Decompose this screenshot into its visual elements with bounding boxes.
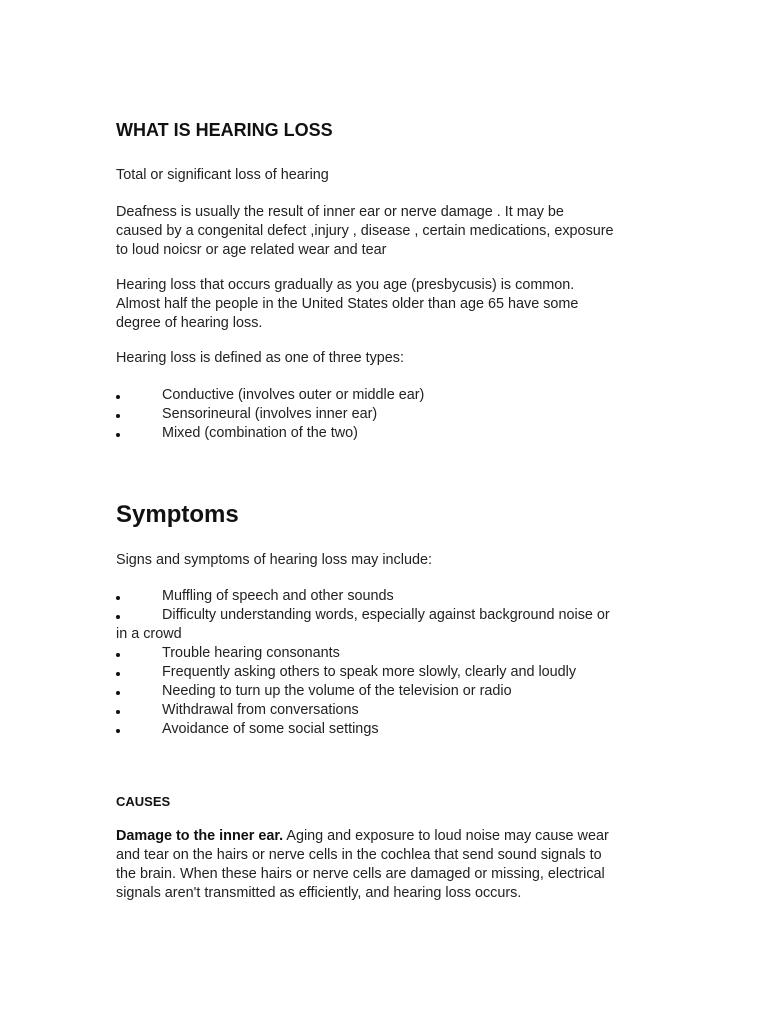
- paragraph-line: and tear on the hairs or nerve cells in the cochlea that send sound signals to: [116, 847, 602, 863]
- paragraph-line: signals aren't transmitted as efficiently, and hearing loss occurs.: [116, 885, 522, 901]
- list-item-text: Mixed (combination of the two): [162, 425, 358, 441]
- paragraph-line: the brain. When these hairs or nerve cells are damaged or missing, electrical: [116, 866, 605, 882]
- list-item-text: Avoidance of some social settings: [162, 721, 379, 737]
- definition-text: Total or significant loss of hearing: [116, 167, 329, 183]
- list-item-text: Difficulty understanding words, especially against background noise or: [162, 607, 610, 623]
- list-item-text: Withdrawal from conversations: [162, 702, 359, 718]
- list-item-text: Sensorineural (involves inner ear): [162, 406, 378, 422]
- deafness-paragraph: [116, 203, 676, 260]
- list-item-continuation: in a crowd: [116, 626, 182, 642]
- paragraph-line: caused by a congenital defect ,injury , disease , certain medications, exposure: [116, 223, 614, 239]
- paragraph-line: Almost half the people in the United States older than age 65 have some: [116, 296, 579, 312]
- paragraph-line: to loud noicsr or age related wear and tear: [116, 242, 387, 258]
- heading-symptoms: Symptoms: [116, 501, 239, 528]
- paragraph-lead-bold: Damage to the inner ear.: [116, 828, 284, 844]
- presbycusis-paragraph: [116, 276, 676, 333]
- symptoms-intro-text: Signs and symptoms of hearing loss may include:: [116, 552, 432, 568]
- list-item-text: Conductive (involves outer or middle ear): [162, 387, 425, 403]
- list-item-text: Frequently asking others to speak more slowly, clearly and loudly: [162, 664, 577, 680]
- paragraph-line: Hearing loss that occurs gradually as you age (presbycusis) is common.: [116, 277, 575, 293]
- paragraph-line: [116, 827, 676, 846]
- list-item-text: Needing to turn up the volume of the television or radio: [162, 683, 512, 699]
- inner-ear-damage-paragraph: [116, 827, 676, 903]
- paragraph-line-rest: Aging and exposure to loud noise may cause wear: [283, 828, 609, 844]
- paragraph-line: degree of hearing loss.: [116, 315, 263, 331]
- heading-what-is-hearing-loss: WHAT IS HEARING LOSS: [116, 120, 333, 140]
- paragraph-line: Deafness is usually the result of inner ear or nerve damage . It may be: [116, 204, 564, 220]
- heading-causes: CAUSES: [116, 794, 171, 809]
- types-intro-text: Hearing loss is defined as one of three types:: [116, 350, 404, 366]
- list-item-text: Trouble hearing consonants: [162, 645, 340, 661]
- list-item-text: Muffling of speech and other sounds: [162, 588, 394, 604]
